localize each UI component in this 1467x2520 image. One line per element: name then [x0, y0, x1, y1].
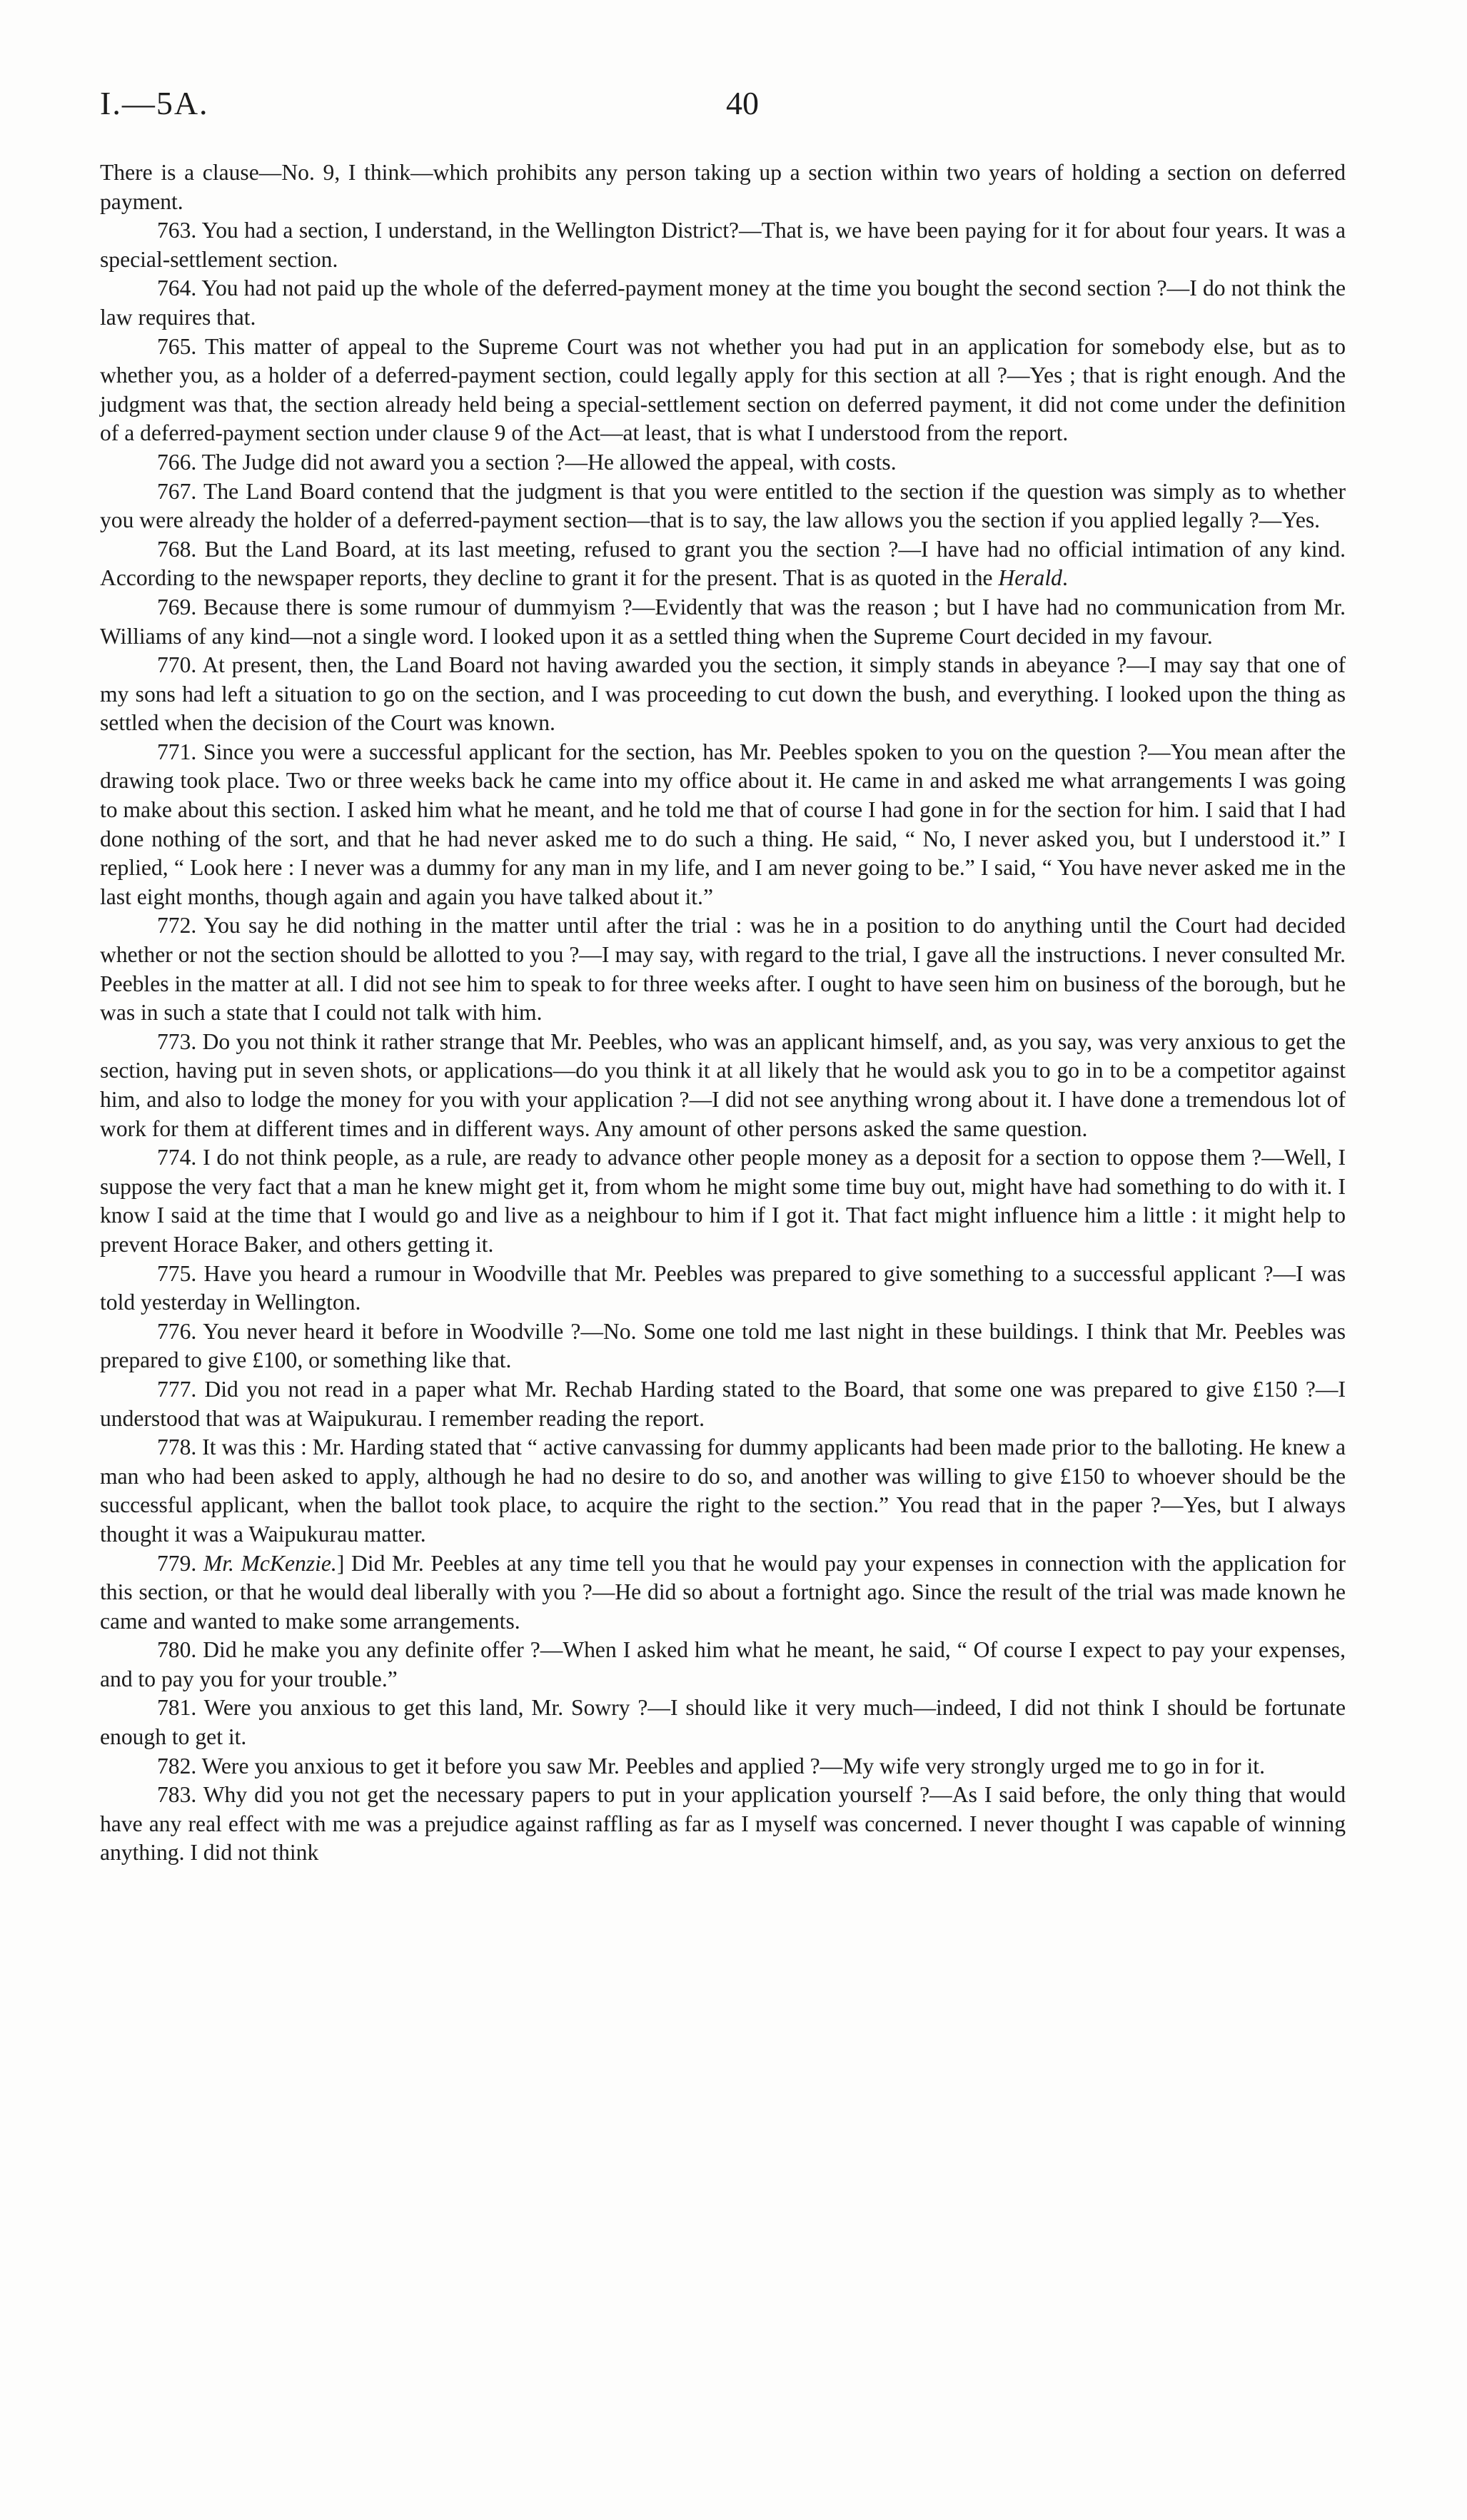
question-number: 782. [157, 1753, 197, 1778]
question-text: You had not paid up the whole of the deferred-payment money at the time you bought the second section ?—I do not think the law requires that. [100, 275, 1346, 330]
question-771 [100, 738, 1346, 912]
question-763 [100, 216, 1346, 274]
question-782 [100, 1752, 1346, 1781]
question-777 [100, 1375, 1346, 1433]
question-text: But the Land Board, at its last meeting, refused to grant you the section ?—I have had no official intimation of any kind. According to the newspaper reports, they decline to grant it for the present. That is as quoted in the [100, 536, 1346, 591]
question-number: 767. [157, 478, 197, 504]
page-header [100, 84, 1346, 141]
question-776 [100, 1317, 1346, 1375]
question-number: 775. [157, 1260, 197, 1286]
question-text: Since you were a successful applicant for the section, has Mr. Peebles spoken to you on the question ?—You mean after the drawing took place. Two or three weeks back he came into my office about it. He came in and asked me what arrangements I was going to make about this section. I asked him what he meant, and he told me that of course I had gone in for the section for him. I said that I had done nothing of the sort, and that he had never asked me to do such a thing. He said, “ No, I never asked you, but I understood it.” I replied, “ Look here : I never was a dummy for any man in my life, and I am never going to be.” I said, “ You have never asked me in the last eight months, though again and again you have talked about it.” [100, 739, 1346, 909]
page-body [100, 158, 1346, 1868]
question-text: Why did you not get the necessary papers to put in your application yourself ?—As I said before, the only thing that would have any real effect with me was a prejudice against raffling as far as I myself was concerned. I never thought I was capable of winning anything. I did not think [100, 1782, 1346, 1866]
question-text: At present, then, the Land Board not having awarded you the section, it simply stands in abeyance ?—I may say that one of my sons had left a situation to go on the section, and I was proceeding to cut down the bush, and everything. I looked upon the thing as settled when the decision of the Court was known. [100, 652, 1346, 736]
question-775 [100, 1260, 1346, 1317]
question-781 [100, 1694, 1346, 1751]
question-number: 770. [157, 652, 197, 678]
question-770 [100, 651, 1346, 738]
question-769 [100, 593, 1346, 651]
continued-paragraph: There is a clause—No. 9, I think—which prohibits any person taking up a section within two years of holding a section on deferred payment. [100, 160, 1346, 214]
question-780 [100, 1636, 1346, 1694]
question-number: 771. [157, 739, 197, 764]
question-text: I do not think people, as a rule, are ready to advance other people money as a deposit for a section to oppose them ?—Well, I suppose the very fact that a man he knew might get it, from whom he might some time buy out, might have had something to do with it. I know I said at the time that I would go and live as a neighbour to him if I got it. That fact might influence him a little : it might help to prevent Horace Baker, and others getting it. [100, 1145, 1346, 1257]
question-number: 765. [157, 333, 197, 359]
question-774 [100, 1143, 1346, 1259]
question-number: 764. [157, 275, 197, 301]
question-text: You never heard it before in Woodville ?—No. Some one told me last night in these buildings. I think that Mr. Peebles was prepared to give £100, or something like that. [100, 1318, 1346, 1373]
question-number: 763. [157, 218, 197, 243]
question-text: You had a section, I understand, in the Wellington District?—That is, we have been paying for it for about four years. It was a special-settlement section. [100, 218, 1346, 272]
question-779 [100, 1549, 1346, 1636]
question-number: 772. [157, 913, 197, 938]
question-text: Because there is some rumour of dummyism ?—Evidently that was the reason ; but I have had no communication from Mr. Williams of any kind—not a single word. I looked upon it as a settled thing when the Supreme Court decided in my favour. [100, 594, 1346, 649]
question-text: Did you not read in a paper what Mr. Rechab Harding stated to the Board, that some one was prepared to give £150 ?—I understood that was at Waipukurau. I remember reading the report. [100, 1376, 1346, 1431]
question-772 [100, 911, 1346, 1027]
question-text: Were you anxious to get this land, Mr. Sowry ?—I should like it very much—indeed, I did not think I should be fortunate enough to get it. [100, 1695, 1346, 1750]
question-number: 777. [157, 1376, 197, 1402]
question-text: ] Did Mr. Peebles at any time tell you that he would pay your expenses in connection with the application for this section, or that he would deal liberally with you ?—He did so about a fortnight ago. Since the result of the trial was made known he came and wanted to make some arrangements. [100, 1550, 1346, 1634]
page-number: 40 [726, 85, 759, 121]
question-768 [100, 535, 1346, 593]
question-text: The Judge did not award you a section ?—He allowed the appeal, with costs. [201, 449, 897, 475]
question-text: Did he make you any definite offer ?—When I asked him what he meant, he said, “ Of course I expect to pay your expenses, and to pay you for your trouble.” [100, 1637, 1346, 1691]
question-765 [100, 333, 1346, 448]
question-number: 769. [157, 594, 197, 619]
question-number: 783. [157, 1782, 197, 1808]
question-number: 774. [157, 1145, 197, 1170]
question-text: Do you not think it rather strange that Mr. Peebles, who was an applicant himself, and, as you say, was very anxious to get the section, having put in seven shots, or applications—do you think it at all likely that he would ask you to go in to be a competitor against him, and also to lodge the money for you with your application ?—I did not see anything wrong about it. I have done a tremendous lot of work for them at different times and in different ways. Any amount of other persons asked the same question. [100, 1028, 1346, 1141]
question-text: Were you anxious to get it before you saw Mr. Peebles and applied ?—My wife very strongly urged me to go in for it. [201, 1753, 1265, 1778]
question-778 [100, 1433, 1346, 1549]
question-text: The Land Board contend that the judgment is that you were entitled to the section if the question was simply as to whether you were already the holder of a deferred-payment section—that is to say, the law allows you the section if you applied legally ?—Yes. [100, 478, 1346, 533]
question-text: This matter of appeal to the Supreme Court was not whether you had put in an application for somebody else, but as to whether you, as a holder of a deferred-payment section, could legally apply for this section at all ?—Yes ; that is right enough. And the judgment was that, the section already held being a special-settlement section on deferred payment, it did not come under the definition of a deferred-payment section under clause 9 of the Act—at least, that is what I understood from the report. [100, 333, 1346, 446]
question-text: Have you heard a rumour in Woodville that Mr. Peebles was prepared to give something to a successful applicant ?—I was told yesterday in Wellington. [100, 1260, 1346, 1315]
question-number: 776. [157, 1318, 197, 1344]
question-number: 773. [157, 1028, 197, 1054]
document-reference: I.—5A. [100, 85, 209, 121]
question-text: It was this : Mr. Harding stated that “ active canvassing for dummy applicants had been made prior to the balloting. He knew a man who had been asked to apply, although he had no desire to do so, and another was willing to give £150 to whoever should be the successful applicant, when the ballot took place, to acquire the right to the section.” You read that in the paper ?—Yes, but I always thought it was a Waipukurau matter. [100, 1434, 1346, 1547]
question-773 [100, 1028, 1346, 1143]
question-number: 781. [157, 1695, 197, 1721]
question-767 [100, 477, 1346, 535]
question-764 [100, 274, 1346, 332]
question-number: 778. [157, 1434, 197, 1460]
question-766 [100, 448, 1346, 477]
question-number: 779. [157, 1550, 197, 1576]
newspaper-title: Herald [998, 565, 1062, 591]
question-number: 768. [157, 536, 197, 562]
question-number: 766. [157, 449, 197, 475]
question-text-tail: . [1062, 565, 1068, 591]
question-number: 780. [157, 1637, 197, 1663]
speaker-name: Mr. McKenzie. [203, 1550, 337, 1576]
question-783 [100, 1781, 1346, 1868]
question-text: You say he did nothing in the matter until after the trial : was he in a position to do anything until the Court had decided whether or not the section should be allotted to you ?—I may say, with regard to the trial, I gave all the instructions. I never consulted Mr. Peebles in the matter at all. I did not see him to speak to for three weeks after. I ought to have seen him on business of the borough, but he was in such a state that I could not talk with him. [100, 913, 1346, 1026]
